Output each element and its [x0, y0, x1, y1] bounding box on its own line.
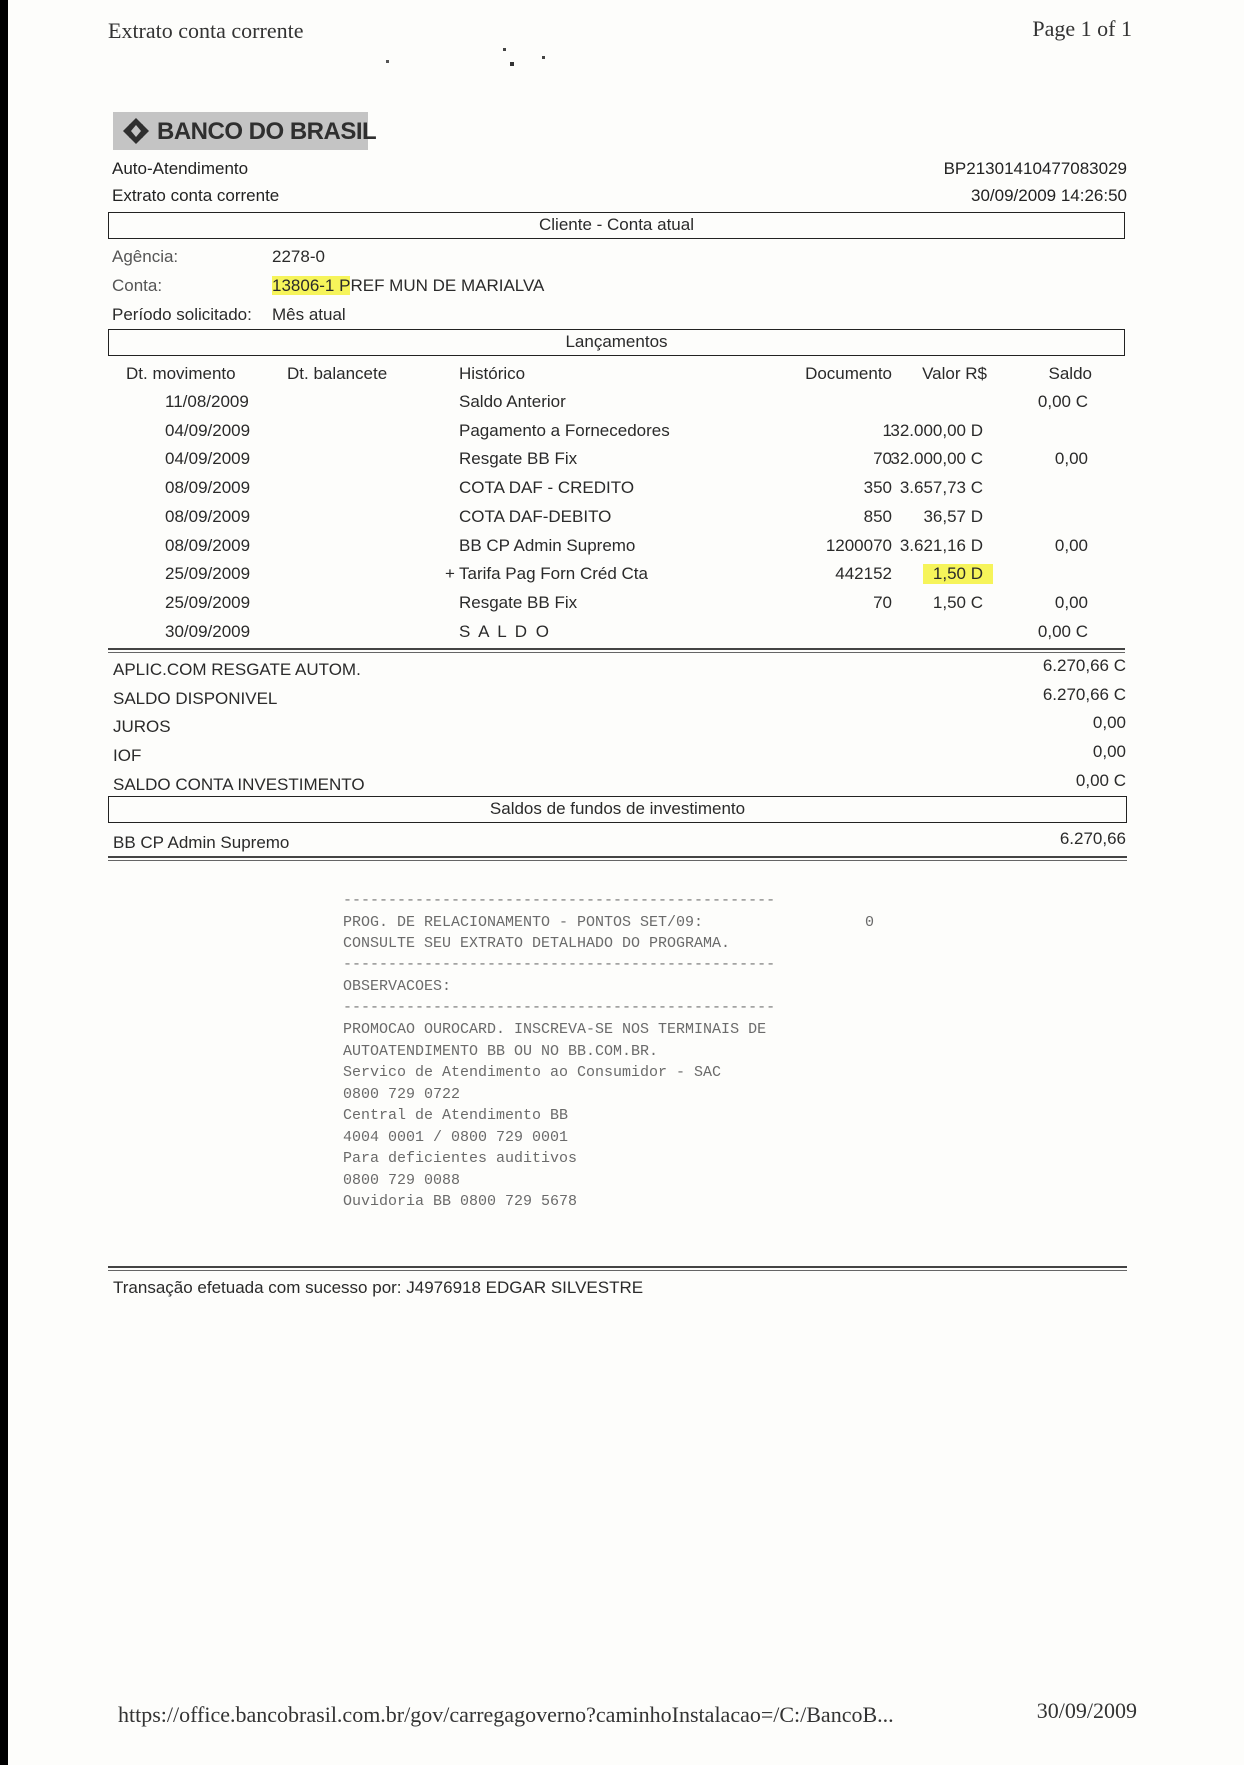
statement-datetime: 30/09/2009 14:26:50 — [971, 186, 1127, 205]
row-historico: BB CP Admin Supremo — [459, 535, 636, 555]
auto-atendimento-label: Auto-Atendimento — [112, 159, 249, 178]
transaction-code: BP21301410477083029 — [943, 159, 1127, 178]
bank-logo — [113, 112, 377, 150]
col-historico: Histórico — [459, 364, 526, 383]
row-dt-movimento: 30/09/2009 — [165, 621, 251, 641]
bb-logo-icon — [121, 116, 151, 146]
row-documento: 70 — [873, 449, 892, 469]
scan-speck — [386, 60, 389, 63]
summary-label: SALDO DISPONIVEL — [113, 688, 278, 708]
agencia-value: 2278-0 — [272, 247, 325, 266]
summary-label: IOF — [113, 746, 142, 766]
fundos-bottom-rule — [108, 856, 1127, 861]
bank-logo-text: BANCO DO BRASIL — [157, 118, 377, 145]
row-dt-movimento: 08/09/2009 — [165, 506, 251, 526]
notes-line: Central de Atendimento BB — [343, 1107, 569, 1124]
row-historico: COTA DAF - CREDITO — [459, 478, 635, 498]
print-header-page: Page 1 of 1 — [1032, 16, 1132, 41]
summary-label: APLIC.COM RESGATE AUTOM. — [113, 660, 361, 679]
summary-value: 6.270,66 C — [1042, 684, 1126, 704]
row-documento: 850 — [863, 506, 892, 526]
notes-observacoes: OBSERVACOES: — [343, 978, 452, 995]
row-saldo: 0,00 C — [1037, 392, 1088, 411]
scan-speck — [542, 56, 545, 59]
notes-prog-line-2: CONSULTE SEU EXTRATO DETALHADO DO PROGRAMA. — [343, 935, 731, 952]
notes-prog-line: PROG. DE RELACIONAMENTO - PONTOS SET/09: — [343, 914, 704, 931]
conta-value — [272, 276, 544, 296]
fundo-name: BB CP Admin Supremo — [113, 833, 290, 852]
row-historico: S A L D O — [459, 621, 552, 641]
summary-label: JUROS — [113, 717, 171, 737]
row-dt-movimento: 04/09/2009 — [165, 449, 251, 469]
summary-value: 0,00 C — [1075, 770, 1126, 790]
lancamentos-section-title: Lançamentos — [565, 332, 668, 351]
row-saldo: 0,00 — [1054, 449, 1088, 469]
row-dt-movimento: 08/09/2009 — [165, 535, 251, 555]
notes-line: Ouvidoria BB 0800 729 5678 — [343, 1193, 578, 1210]
row-dt-movimento: 25/09/2009 — [165, 564, 251, 584]
notes-dash-line: ------------------------------------------------ — [343, 999, 776, 1016]
conta-label: Conta: — [112, 276, 163, 295]
print-footer-date: 30/09/2009 — [1036, 1698, 1137, 1723]
row-historico: Resgate BB Fix — [459, 592, 578, 612]
periodo-value: Mês atual — [272, 305, 346, 324]
summary-value: 6.270,66 C — [1042, 656, 1126, 675]
footer-rule — [108, 1266, 1127, 1271]
notes-dash-line: ------------------------------------------------ — [343, 892, 776, 909]
cliente-section-title: Cliente - Conta atual — [539, 215, 694, 234]
row-saldo: 0,00 C — [1037, 621, 1088, 641]
row-historico: Saldo Anterior — [459, 392, 566, 411]
scan-speck — [503, 48, 506, 51]
print-header-title: Extrato conta corrente — [108, 18, 304, 43]
row-valor: 3.657,73 C — [899, 478, 983, 498]
col-dt-movimento: Dt. movimento — [126, 364, 236, 383]
notes-prog-value: 0 — [865, 914, 875, 931]
conta-number-highlight: 13806-1 P — [272, 276, 351, 295]
col-saldo: Saldo — [1048, 364, 1092, 383]
transacao-text: Transação efetuada com sucesso por: J4976918 EDGAR SILVESTRE — [113, 1278, 644, 1297]
agencia-label: Agência: — [112, 247, 179, 266]
row-documento: 1200070 — [825, 535, 892, 555]
document-page — [8, 0, 1244, 1765]
row-dt-movimento: 11/08/2009 — [165, 392, 249, 411]
row-historico: Pagamento a Fornecedores — [459, 420, 670, 440]
summary-value: 0,00 — [1092, 713, 1126, 733]
print-footer-url: https://office.bancobrasil.com.br/gov/carregagoverno?caminhoInstalacao=/C:/BancoB... — [118, 1702, 894, 1727]
row-documento: 1 — [882, 420, 892, 440]
summary-value: 0,00 — [1092, 742, 1126, 762]
col-dt-balancete: Dt. balancete — [287, 364, 388, 383]
row-dt-movimento: 04/09/2009 — [165, 420, 251, 440]
notes-line: Servico de Atendimento ao Consumidor - SAC — [343, 1064, 722, 1081]
row-valor: 32.000,00 C — [890, 449, 983, 469]
col-valor: Valor R$ — [922, 364, 987, 383]
row-valor: 3.621,16 D — [899, 535, 983, 555]
row-historico: COTA DAF-DEBITO — [459, 506, 612, 526]
notes-line: PROMOCAO OUROCARD. INSCREVA-SE NOS TERMINAIS DE — [343, 1021, 767, 1038]
table-bottom-rule — [108, 648, 1125, 653]
notes-line: AUTOATENDIMENTO BB OU NO BB.COM.BR. — [343, 1042, 659, 1060]
row-dt-movimento: 25/09/2009 — [165, 592, 251, 612]
notes-line: 4004 0001 / 0800 729 0001 — [343, 1128, 569, 1146]
row-valor: 32.000,00 D — [890, 420, 983, 440]
row-historico: Resgate BB Fix — [459, 449, 578, 469]
fundos-section-title: Saldos de fundos de investimento — [489, 799, 746, 818]
col-documento: Documento — [805, 364, 892, 383]
row-dt-movimento: 08/09/2009 — [165, 478, 251, 498]
row-historico: Tarifa Pag Forn Créd Cta — [459, 564, 648, 584]
row-prefix: + — [445, 564, 455, 584]
scan-speck — [510, 62, 514, 66]
conta-holder-name: REF MUN DE MARIALVA — [350, 276, 545, 295]
notes-line: 0800 729 0722 — [343, 1085, 461, 1103]
notes-line: Para deficientes auditivos — [343, 1150, 578, 1167]
periodo-label: Período solicitado: — [112, 305, 252, 324]
row-saldo: 0,00 — [1054, 535, 1088, 555]
extrato-label: Extrato conta corrente — [112, 186, 280, 205]
row-valor: 36,57 D — [923, 506, 983, 526]
row-valor-highlight: 1,50 D — [923, 564, 993, 584]
row-documento: 350 — [863, 478, 892, 498]
row-documento: 70 — [873, 592, 892, 612]
fundo-value: 6.270,66 — [1059, 829, 1126, 848]
summary-label: SALDO CONTA INVESTIMENTO — [113, 774, 365, 794]
row-documento: 442152 — [835, 564, 892, 584]
row-saldo: 0,00 — [1054, 592, 1088, 612]
notes-line: 0800 729 0088 — [343, 1171, 461, 1189]
row-valor: 1,50 C — [932, 592, 983, 612]
notes-dash-line: ------------------------------------------------ — [343, 956, 776, 973]
